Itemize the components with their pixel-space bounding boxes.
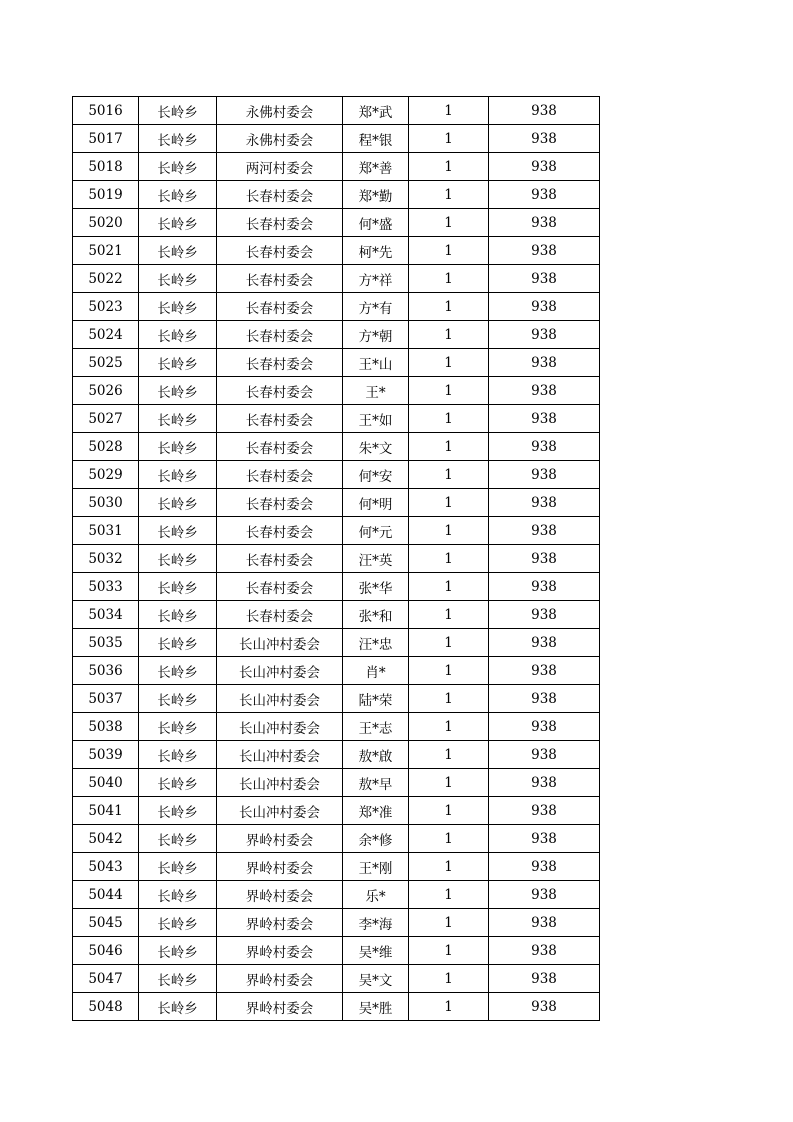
township-cell: 长岭乡 — [139, 769, 217, 797]
table-row — [73, 741, 600, 769]
table-row — [73, 97, 600, 125]
count-cell: 1 — [409, 685, 489, 713]
row-number-cell: 5045 — [73, 909, 139, 937]
table-row — [73, 993, 600, 1021]
person-name-cell: 郑*准 — [343, 797, 409, 825]
row-number-cell: 5025 — [73, 349, 139, 377]
village-committee-cell: 长春村委会 — [217, 265, 343, 293]
count-cell: 1 — [409, 461, 489, 489]
village-committee-cell: 长春村委会 — [217, 573, 343, 601]
count-cell: 1 — [409, 489, 489, 517]
village-committee-cell: 界岭村委会 — [217, 965, 343, 993]
table-row — [73, 349, 600, 377]
table-row — [73, 293, 600, 321]
amount-cell: 938 — [489, 237, 600, 265]
township-cell: 长岭乡 — [139, 321, 217, 349]
amount-cell: 938 — [489, 321, 600, 349]
count-cell: 1 — [409, 965, 489, 993]
row-number-cell: 5036 — [73, 657, 139, 685]
township-cell: 长岭乡 — [139, 601, 217, 629]
village-committee-cell: 长春村委会 — [217, 321, 343, 349]
township-cell: 长岭乡 — [139, 293, 217, 321]
table-row — [73, 545, 600, 573]
count-cell: 1 — [409, 405, 489, 433]
table-row — [73, 881, 600, 909]
township-cell: 长岭乡 — [139, 153, 217, 181]
amount-cell: 938 — [489, 825, 600, 853]
township-cell: 长岭乡 — [139, 97, 217, 125]
amount-cell: 938 — [489, 461, 600, 489]
township-cell: 长岭乡 — [139, 405, 217, 433]
count-cell: 1 — [409, 377, 489, 405]
amount-cell: 938 — [489, 993, 600, 1021]
person-name-cell: 朱*文 — [343, 433, 409, 461]
table-row — [73, 629, 600, 657]
person-name-cell: 何*安 — [343, 461, 409, 489]
village-committee-cell: 长春村委会 — [217, 237, 343, 265]
table-row — [73, 153, 600, 181]
person-name-cell: 余*修 — [343, 825, 409, 853]
count-cell: 1 — [409, 517, 489, 545]
amount-cell: 938 — [489, 97, 600, 125]
table-row — [73, 405, 600, 433]
table-body — [73, 97, 600, 1021]
data-table — [72, 96, 600, 1021]
person-name-cell: 王* — [343, 377, 409, 405]
village-committee-cell: 长春村委会 — [217, 433, 343, 461]
village-committee-cell: 长春村委会 — [217, 545, 343, 573]
person-name-cell: 陆*荣 — [343, 685, 409, 713]
row-number-cell: 5043 — [73, 853, 139, 881]
township-cell: 长岭乡 — [139, 517, 217, 545]
township-cell: 长岭乡 — [139, 881, 217, 909]
person-name-cell: 吴*文 — [343, 965, 409, 993]
table-row — [73, 797, 600, 825]
amount-cell: 938 — [489, 853, 600, 881]
row-number-cell: 5042 — [73, 825, 139, 853]
village-committee-cell: 长春村委会 — [217, 209, 343, 237]
row-number-cell: 5026 — [73, 377, 139, 405]
count-cell: 1 — [409, 293, 489, 321]
village-committee-cell: 永佛村委会 — [217, 125, 343, 153]
count-cell: 1 — [409, 601, 489, 629]
amount-cell: 938 — [489, 965, 600, 993]
table-row — [73, 237, 600, 265]
row-number-cell: 5027 — [73, 405, 139, 433]
count-cell: 1 — [409, 209, 489, 237]
township-cell: 长岭乡 — [139, 573, 217, 601]
township-cell: 长岭乡 — [139, 349, 217, 377]
amount-cell: 938 — [489, 713, 600, 741]
township-cell: 长岭乡 — [139, 545, 217, 573]
row-number-cell: 5038 — [73, 713, 139, 741]
amount-cell: 938 — [489, 881, 600, 909]
person-name-cell: 郑*武 — [343, 97, 409, 125]
table-row — [73, 601, 600, 629]
township-cell: 长岭乡 — [139, 657, 217, 685]
person-name-cell: 何*盛 — [343, 209, 409, 237]
amount-cell: 938 — [489, 377, 600, 405]
row-number-cell: 5040 — [73, 769, 139, 797]
person-name-cell: 吴*维 — [343, 937, 409, 965]
table-row — [73, 825, 600, 853]
person-name-cell: 王*如 — [343, 405, 409, 433]
row-number-cell: 5030 — [73, 489, 139, 517]
count-cell: 1 — [409, 853, 489, 881]
count-cell: 1 — [409, 97, 489, 125]
table-row — [73, 209, 600, 237]
amount-cell: 938 — [489, 405, 600, 433]
village-committee-cell: 界岭村委会 — [217, 853, 343, 881]
count-cell: 1 — [409, 881, 489, 909]
township-cell: 长岭乡 — [139, 377, 217, 405]
person-name-cell: 乐* — [343, 881, 409, 909]
township-cell: 长岭乡 — [139, 713, 217, 741]
amount-cell: 938 — [489, 209, 600, 237]
count-cell: 1 — [409, 153, 489, 181]
count-cell: 1 — [409, 741, 489, 769]
amount-cell: 938 — [489, 685, 600, 713]
village-committee-cell: 长春村委会 — [217, 181, 343, 209]
row-number-cell: 5023 — [73, 293, 139, 321]
amount-cell: 938 — [489, 517, 600, 545]
village-committee-cell: 长春村委会 — [217, 293, 343, 321]
village-committee-cell: 长山冲村委会 — [217, 657, 343, 685]
count-cell: 1 — [409, 909, 489, 937]
village-committee-cell: 长山冲村委会 — [217, 629, 343, 657]
table-row — [73, 657, 600, 685]
village-committee-cell: 长山冲村委会 — [217, 685, 343, 713]
row-number-cell: 5047 — [73, 965, 139, 993]
table-row — [73, 377, 600, 405]
amount-cell: 938 — [489, 349, 600, 377]
township-cell: 长岭乡 — [139, 461, 217, 489]
village-committee-cell: 长春村委会 — [217, 601, 343, 629]
person-name-cell: 李*海 — [343, 909, 409, 937]
township-cell: 长岭乡 — [139, 181, 217, 209]
row-number-cell: 5037 — [73, 685, 139, 713]
count-cell: 1 — [409, 545, 489, 573]
person-name-cell: 方*朝 — [343, 321, 409, 349]
count-cell: 1 — [409, 349, 489, 377]
amount-cell: 938 — [489, 601, 600, 629]
village-committee-cell: 长山冲村委会 — [217, 713, 343, 741]
amount-cell: 938 — [489, 265, 600, 293]
table-row — [73, 489, 600, 517]
row-number-cell: 5033 — [73, 573, 139, 601]
person-name-cell: 吴*胜 — [343, 993, 409, 1021]
row-number-cell: 5028 — [73, 433, 139, 461]
village-committee-cell: 界岭村委会 — [217, 909, 343, 937]
amount-cell: 938 — [489, 657, 600, 685]
township-cell: 长岭乡 — [139, 125, 217, 153]
table-row — [73, 909, 600, 937]
table-row — [73, 853, 600, 881]
township-cell: 长岭乡 — [139, 993, 217, 1021]
table-row — [73, 685, 600, 713]
amount-cell: 938 — [489, 489, 600, 517]
table-row — [73, 125, 600, 153]
count-cell: 1 — [409, 265, 489, 293]
count-cell: 1 — [409, 321, 489, 349]
person-name-cell: 敖*早 — [343, 769, 409, 797]
amount-cell: 938 — [489, 909, 600, 937]
village-committee-cell: 两河村委会 — [217, 153, 343, 181]
row-number-cell: 5046 — [73, 937, 139, 965]
village-committee-cell: 长春村委会 — [217, 349, 343, 377]
amount-cell: 938 — [489, 181, 600, 209]
count-cell: 1 — [409, 993, 489, 1021]
township-cell: 长岭乡 — [139, 685, 217, 713]
row-number-cell: 5018 — [73, 153, 139, 181]
township-cell: 长岭乡 — [139, 237, 217, 265]
row-number-cell: 5048 — [73, 993, 139, 1021]
village-committee-cell: 长春村委会 — [217, 377, 343, 405]
table-row — [73, 965, 600, 993]
count-cell: 1 — [409, 713, 489, 741]
table-row — [73, 769, 600, 797]
count-cell: 1 — [409, 433, 489, 461]
township-cell: 长岭乡 — [139, 937, 217, 965]
row-number-cell: 5019 — [73, 181, 139, 209]
count-cell: 1 — [409, 825, 489, 853]
township-cell: 长岭乡 — [139, 629, 217, 657]
village-committee-cell: 界岭村委会 — [217, 993, 343, 1021]
amount-cell: 938 — [489, 573, 600, 601]
village-committee-cell: 长春村委会 — [217, 489, 343, 517]
person-name-cell: 方*祥 — [343, 265, 409, 293]
row-number-cell: 5041 — [73, 797, 139, 825]
row-number-cell: 5032 — [73, 545, 139, 573]
township-cell: 长岭乡 — [139, 853, 217, 881]
row-number-cell: 5034 — [73, 601, 139, 629]
count-cell: 1 — [409, 573, 489, 601]
amount-cell: 938 — [489, 545, 600, 573]
person-name-cell: 汪*英 — [343, 545, 409, 573]
amount-cell: 938 — [489, 769, 600, 797]
row-number-cell: 5029 — [73, 461, 139, 489]
table-row — [73, 461, 600, 489]
village-committee-cell: 长春村委会 — [217, 461, 343, 489]
township-cell: 长岭乡 — [139, 265, 217, 293]
person-name-cell: 王*山 — [343, 349, 409, 377]
amount-cell: 938 — [489, 629, 600, 657]
township-cell: 长岭乡 — [139, 965, 217, 993]
count-cell: 1 — [409, 769, 489, 797]
village-committee-cell: 长春村委会 — [217, 517, 343, 545]
person-name-cell: 张*和 — [343, 601, 409, 629]
count-cell: 1 — [409, 181, 489, 209]
row-number-cell: 5017 — [73, 125, 139, 153]
count-cell: 1 — [409, 125, 489, 153]
village-committee-cell: 长山冲村委会 — [217, 797, 343, 825]
row-number-cell: 5016 — [73, 97, 139, 125]
row-number-cell: 5039 — [73, 741, 139, 769]
table-row — [73, 265, 600, 293]
person-name-cell: 王*刚 — [343, 853, 409, 881]
row-number-cell: 5044 — [73, 881, 139, 909]
village-committee-cell: 界岭村委会 — [217, 937, 343, 965]
township-cell: 长岭乡 — [139, 433, 217, 461]
table-row — [73, 433, 600, 461]
person-name-cell: 柯*先 — [343, 237, 409, 265]
count-cell: 1 — [409, 237, 489, 265]
person-name-cell: 汪*忠 — [343, 629, 409, 657]
row-number-cell: 5022 — [73, 265, 139, 293]
count-cell: 1 — [409, 657, 489, 685]
count-cell: 1 — [409, 629, 489, 657]
table-row — [73, 181, 600, 209]
row-number-cell: 5024 — [73, 321, 139, 349]
village-committee-cell: 长山冲村委会 — [217, 769, 343, 797]
amount-cell: 938 — [489, 153, 600, 181]
amount-cell: 938 — [489, 797, 600, 825]
person-name-cell: 方*有 — [343, 293, 409, 321]
township-cell: 长岭乡 — [139, 825, 217, 853]
village-committee-cell: 界岭村委会 — [217, 825, 343, 853]
amount-cell: 938 — [489, 937, 600, 965]
table-row — [73, 573, 600, 601]
person-name-cell: 肖* — [343, 657, 409, 685]
township-cell: 长岭乡 — [139, 909, 217, 937]
person-name-cell: 程*银 — [343, 125, 409, 153]
person-name-cell: 郑*善 — [343, 153, 409, 181]
row-number-cell: 5021 — [73, 237, 139, 265]
township-cell: 长岭乡 — [139, 741, 217, 769]
row-number-cell: 5020 — [73, 209, 139, 237]
village-committee-cell: 长春村委会 — [217, 405, 343, 433]
row-number-cell: 5035 — [73, 629, 139, 657]
count-cell: 1 — [409, 937, 489, 965]
person-name-cell: 王*志 — [343, 713, 409, 741]
amount-cell: 938 — [489, 125, 600, 153]
amount-cell: 938 — [489, 293, 600, 321]
township-cell: 长岭乡 — [139, 209, 217, 237]
person-name-cell: 何*明 — [343, 489, 409, 517]
table-row — [73, 321, 600, 349]
person-name-cell: 郑*勤 — [343, 181, 409, 209]
count-cell: 1 — [409, 797, 489, 825]
village-committee-cell: 永佛村委会 — [217, 97, 343, 125]
township-cell: 长岭乡 — [139, 797, 217, 825]
table-row — [73, 713, 600, 741]
township-cell: 长岭乡 — [139, 489, 217, 517]
row-number-cell: 5031 — [73, 517, 139, 545]
village-committee-cell: 界岭村委会 — [217, 881, 343, 909]
person-name-cell: 张*华 — [343, 573, 409, 601]
table-row — [73, 937, 600, 965]
table-row — [73, 517, 600, 545]
person-name-cell: 何*元 — [343, 517, 409, 545]
amount-cell: 938 — [489, 433, 600, 461]
village-committee-cell: 长山冲村委会 — [217, 741, 343, 769]
person-name-cell: 敖*啟 — [343, 741, 409, 769]
amount-cell: 938 — [489, 741, 600, 769]
